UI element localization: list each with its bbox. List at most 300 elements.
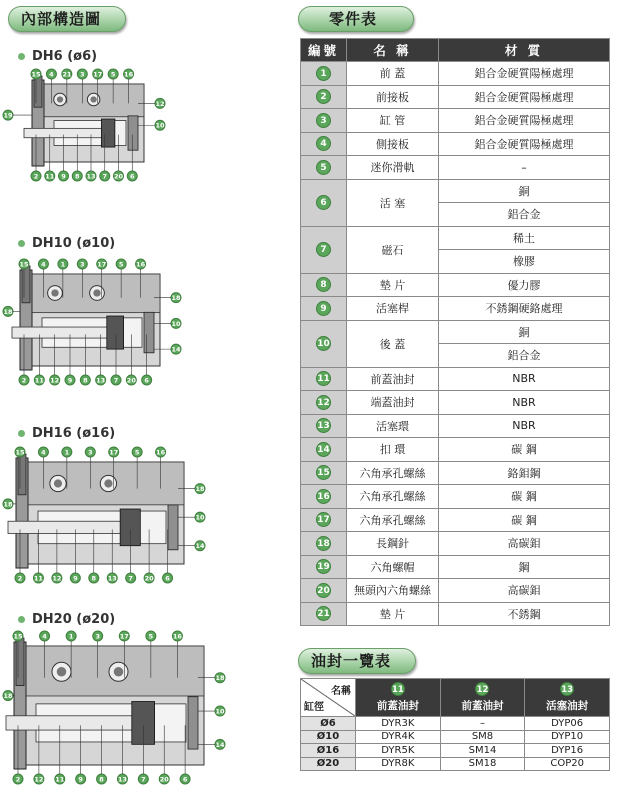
corner-bore: 缸徑 [304,702,324,713]
seal-code: DYR8K [356,757,441,771]
callout-badge [3,691,13,701]
diagram-label-text: DH6 (ø6) [32,49,98,64]
callout-badge [142,375,152,385]
part-number [301,414,347,438]
svg-text:9: 9 [73,574,78,583]
callout-badge [62,447,72,457]
part-number [301,367,347,391]
num-badge: 9 [316,301,331,316]
part-material: 碳 鋼 [439,438,610,462]
num-badge: 15 [316,465,331,480]
part-material: NBR [439,367,610,391]
part-material: 鋁合金硬質陽極處理 [439,132,610,156]
callout-badge [146,631,156,641]
part-material: 鋁合金 [439,344,610,368]
bore-size: Ø10 [301,730,356,744]
seal-code: DYP16 [525,744,610,758]
svg-text:4: 4 [41,448,46,457]
svg-text:20: 20 [126,376,136,385]
cylinder-drawing [0,446,270,600]
part-name: 活 塞 [347,179,439,226]
num-badge: 13 [316,418,331,433]
part-name: 六角承孔螺絲 [347,461,439,485]
part-name: 無頭內六角螺絲 [347,579,439,603]
table-row [301,730,610,744]
part-name: 迷你滑軌 [347,156,439,180]
part-name: 六角承孔螺絲 [347,485,439,509]
callout-badge [3,499,13,509]
part-material: NBR [439,414,610,438]
num-badge: 7 [316,242,331,257]
svg-text:17: 17 [119,632,129,641]
svg-text:17: 17 [97,260,107,269]
table-row [301,717,610,731]
part-name: 六角承孔螺絲 [347,508,439,532]
parts-banner: 零件表 [298,6,414,32]
seal-code: SM18 [440,757,525,771]
callout-badge [215,706,225,716]
callout-badge [100,171,110,181]
svg-text:5: 5 [118,260,124,269]
seal-col-label: 前蓋油封 [461,700,504,712]
part-number [301,532,347,556]
callout-badge [117,774,127,784]
svg-text:2: 2 [21,376,27,385]
part-number [301,179,347,226]
svg-text:18: 18 [3,500,13,509]
svg-text:8: 8 [99,775,104,784]
table-row [301,273,610,297]
part-material: 鋁合金硬質陽極處理 [439,109,610,133]
part-material: 鋼 [439,555,610,579]
num-badge: 14 [316,442,331,457]
diagram-label-text: DH16 (ø16) [32,426,116,441]
bore-size: Ø16 [301,744,356,758]
callout-badge [13,774,23,784]
seal-code: DYP06 [525,717,610,731]
num-badge: 12 [475,682,489,696]
seal-col-13 [525,679,610,717]
svg-text:6: 6 [129,172,135,181]
part-material: 鋁合金 [439,203,610,227]
table-row [301,367,610,391]
callout-badge [163,573,173,583]
callout-badge [108,69,118,79]
part-number [301,109,347,133]
callout-badge [40,631,50,641]
part-name: 磁石 [347,226,439,273]
callout-badge [85,447,95,457]
table-row [301,179,610,203]
svg-text:2: 2 [15,775,21,784]
parts-table [300,38,610,626]
part-name: 扣 環 [347,438,439,462]
svg-text:9: 9 [78,775,83,784]
part-number [301,320,347,367]
svg-text:6: 6 [144,376,149,385]
svg-text:17: 17 [109,448,119,457]
svg-text:6: 6 [182,775,188,784]
cylinder-drawing [0,258,270,402]
callout-badge [136,259,146,269]
svg-text:3: 3 [80,260,85,269]
callout-badge [195,512,205,522]
num-badge: 11 [391,682,405,696]
part-name: 前 蓋 [347,62,439,86]
svg-text:3: 3 [95,632,100,641]
svg-text:16: 16 [156,448,166,457]
callout-badge [180,774,190,784]
part-material: 稀土 [439,226,610,250]
table-row [301,156,610,180]
callout-badge [107,573,117,583]
callout-badge [195,541,205,551]
svg-text:13: 13 [117,775,127,784]
col-name: 名 稱 [347,39,439,62]
table-row [301,579,610,603]
callout-badge [50,375,60,385]
svg-text:15: 15 [15,448,25,457]
num-badge: 11 [316,371,331,386]
table-row [301,461,610,485]
table-row [301,85,610,109]
svg-text:16: 16 [124,70,134,79]
corner-name: 名稱 [331,686,351,697]
callout-badge [45,171,55,181]
table-row [301,602,610,626]
svg-text:4: 4 [41,260,46,269]
table-row [301,744,610,758]
part-number [301,226,347,273]
seal-code: COP20 [525,757,610,771]
num-badge: 21 [316,606,331,621]
part-name: 端蓋油封 [347,391,439,415]
diagram-label [18,612,115,627]
svg-text:11: 11 [55,775,65,784]
table-row [301,320,610,344]
bullet-icon [18,240,25,247]
part-name: 前蓋油封 [347,367,439,391]
part-material: 不銹鋼 [439,602,610,626]
callout-badge [93,631,103,641]
svg-text:5: 5 [110,70,116,79]
svg-text:18: 18 [195,485,205,494]
part-material: 碳 鋼 [439,485,610,509]
callout-badge [89,573,99,583]
part-number [301,579,347,603]
num-badge: 3 [316,113,331,128]
callout-badge [215,673,225,683]
svg-text:9: 9 [61,172,66,181]
callout-badge [19,375,29,385]
svg-text:19: 19 [3,111,13,120]
table-row [301,555,610,579]
seal-col-label: 活塞油封 [546,700,589,712]
callout-badge [3,110,13,120]
svg-text:15: 15 [13,632,23,641]
svg-text:14: 14 [171,345,181,354]
num-badge: 12 [316,395,331,410]
part-material: 銅 [439,179,610,203]
part-number [301,273,347,297]
svg-text:15: 15 [19,260,29,269]
callout-badge [66,631,76,641]
callout-badge [195,484,205,494]
diagram-label [18,426,115,441]
svg-text:4: 4 [42,632,47,641]
col-no: 編號 [301,39,347,62]
part-name: 缸 管 [347,109,439,133]
part-number [301,156,347,180]
svg-text:3: 3 [88,448,93,457]
part-material: 高碳鉬 [439,532,610,556]
callout-badge [97,774,107,784]
svg-text:17: 17 [93,70,103,79]
table-row [301,414,610,438]
svg-text:20: 20 [144,574,154,583]
svg-text:11: 11 [45,172,55,181]
callout-badge [86,171,96,181]
part-name: 活塞環 [347,414,439,438]
callout-badge [13,631,23,641]
part-number [301,438,347,462]
table-row [301,757,610,771]
bore-size: Ø20 [301,757,356,771]
part-material: 碳 鋼 [439,508,610,532]
callout-badge [171,344,181,354]
part-number [301,62,347,86]
callout-badge [70,573,80,583]
num-badge: 13 [560,682,574,696]
callout-badge [156,447,166,457]
part-name: 墊 片 [347,602,439,626]
col-material: 材 質 [439,39,610,62]
callout-badge [119,631,129,641]
svg-text:16: 16 [136,260,146,269]
seal-code: SM8 [440,730,525,744]
callout-badge [114,171,124,181]
callout-badge [15,573,25,583]
table-row [301,132,610,156]
num-badge: 8 [316,277,331,292]
part-name: 後 蓋 [347,320,439,367]
callout-badge [34,375,44,385]
callout-badge [155,98,165,108]
callout-badge [155,120,165,130]
callout-badge [31,69,41,79]
callout-badge [76,774,86,784]
num-badge: 4 [316,136,331,151]
seal-col-12 [440,679,525,717]
callout-badge [15,447,25,457]
callout-badge [171,293,181,303]
svg-text:14: 14 [195,542,205,551]
part-name: 前接板 [347,85,439,109]
svg-text:20: 20 [113,172,124,181]
svg-text:2: 2 [33,172,39,181]
bullet-icon [18,430,25,437]
part-material: 高碳鉬 [439,579,610,603]
num-badge: 2 [316,89,331,104]
num-badge: 1 [316,66,331,81]
svg-text:18: 18 [3,307,13,316]
seal-banner: 油封一覽表 [298,648,416,674]
seal-code: DYR3K [356,717,441,731]
part-name: 墊 片 [347,273,439,297]
part-name: 長鋼針 [347,532,439,556]
part-name: 側接板 [347,132,439,156]
svg-text:12: 12 [155,99,165,108]
callout-badge [126,375,136,385]
svg-text:10: 10 [155,121,165,130]
part-name: 活塞桿 [347,297,439,321]
bullet-icon [18,616,25,623]
callout-badge [34,774,44,784]
diagram-label-text: DH20 (ø20) [32,612,116,627]
svg-text:12: 12 [34,775,44,784]
svg-text:8: 8 [83,376,88,385]
svg-text:16: 16 [172,632,182,641]
num-badge: 19 [316,559,331,574]
seal-code: – [440,717,525,731]
num-badge: 10 [316,336,331,351]
seal-col-11 [356,679,441,717]
svg-text:2: 2 [17,574,23,583]
svg-text:5: 5 [148,632,154,641]
callout-badge [55,774,65,784]
callout-badge [62,69,72,79]
callout-badge [96,375,106,385]
part-material: NBR [439,391,610,415]
part-material: 橡膠 [439,250,610,274]
svg-text:11: 11 [33,574,43,583]
part-number [301,461,347,485]
num-badge: 20 [316,583,331,598]
seal-table [300,678,610,771]
table-row [301,109,610,133]
part-material: 優力膠 [439,273,610,297]
svg-text:9: 9 [67,376,73,385]
svg-text:18: 18 [171,294,181,303]
svg-text:13: 13 [96,376,106,385]
bullet-icon [18,53,25,60]
svg-text:8: 8 [91,574,97,583]
callout-badge [132,447,142,457]
callout-badge [65,375,75,385]
seal-code: DYR4K [356,730,441,744]
table-row [301,508,610,532]
table-row [301,391,610,415]
callout-badge [159,774,169,784]
callout-badge [80,375,90,385]
part-number [301,485,347,509]
callout-badge [116,259,126,269]
svg-text:7: 7 [128,574,133,583]
callout-badge [31,171,41,181]
svg-text:1: 1 [68,632,74,641]
diagram-label [18,49,97,64]
part-number [301,85,347,109]
part-material: 銅 [439,320,610,344]
svg-text:10: 10 [215,707,225,716]
callout-badge [109,447,119,457]
part-name: 六角螺帽 [347,555,439,579]
svg-text:4: 4 [49,70,54,79]
svg-text:5: 5 [134,448,140,457]
callout-badge [77,259,87,269]
cylinder-drawing [0,68,270,198]
structure-banner: 內部構造圖 [8,6,126,32]
table-row [301,532,610,556]
svg-text:10: 10 [195,513,205,522]
part-number [301,555,347,579]
callout-badge [215,739,225,749]
svg-text:7: 7 [102,172,108,181]
svg-text:13: 13 [86,172,96,181]
callout-badge [72,171,82,181]
svg-text:15: 15 [31,70,41,79]
callout-badge [126,573,136,583]
part-number [301,508,347,532]
svg-text:13: 13 [107,574,117,583]
callout-badge [144,573,154,583]
svg-text:1: 1 [60,260,66,269]
table-row [301,297,610,321]
callout-badge [124,69,134,79]
part-material: – [439,156,610,180]
seal-col-label: 前蓋油封 [376,700,419,712]
seal-code: DYR5K [356,744,441,758]
svg-text:12: 12 [50,376,60,385]
part-number [301,391,347,415]
part-material: 不銹鋼硬鉻處理 [439,297,610,321]
part-material: 鉻鉬鋼 [439,461,610,485]
svg-text:3: 3 [80,70,85,79]
table-row [301,485,610,509]
callout-badge [38,259,48,269]
svg-text:8: 8 [74,172,80,181]
svg-text:6: 6 [165,574,170,583]
table-row [301,62,610,86]
num-badge: 6 [316,195,331,210]
svg-text:18: 18 [3,692,13,701]
svg-text:20: 20 [159,775,169,784]
callout-badge [59,171,69,181]
callout-badge [46,69,56,79]
callout-badge [58,259,68,269]
seal-code: SM14 [440,744,525,758]
diagram-label [18,236,115,251]
callout-badge [77,69,87,79]
callout-badge [93,69,103,79]
svg-text:10: 10 [171,319,181,328]
callout-badge [111,375,121,385]
callout-badge [52,573,62,583]
callout-badge [33,573,43,583]
part-number [301,602,347,626]
svg-text:18: 18 [215,674,225,683]
seal-code: DYP10 [525,730,610,744]
svg-text:14: 14 [215,740,225,749]
callout-badge [97,259,107,269]
part-number [301,132,347,156]
callout-badge [172,631,182,641]
svg-text:21: 21 [62,70,72,79]
svg-text:7: 7 [113,376,119,385]
diagram-label-text: DH10 (ø10) [32,236,116,251]
svg-text:1: 1 [64,448,70,457]
table-row [301,226,610,250]
